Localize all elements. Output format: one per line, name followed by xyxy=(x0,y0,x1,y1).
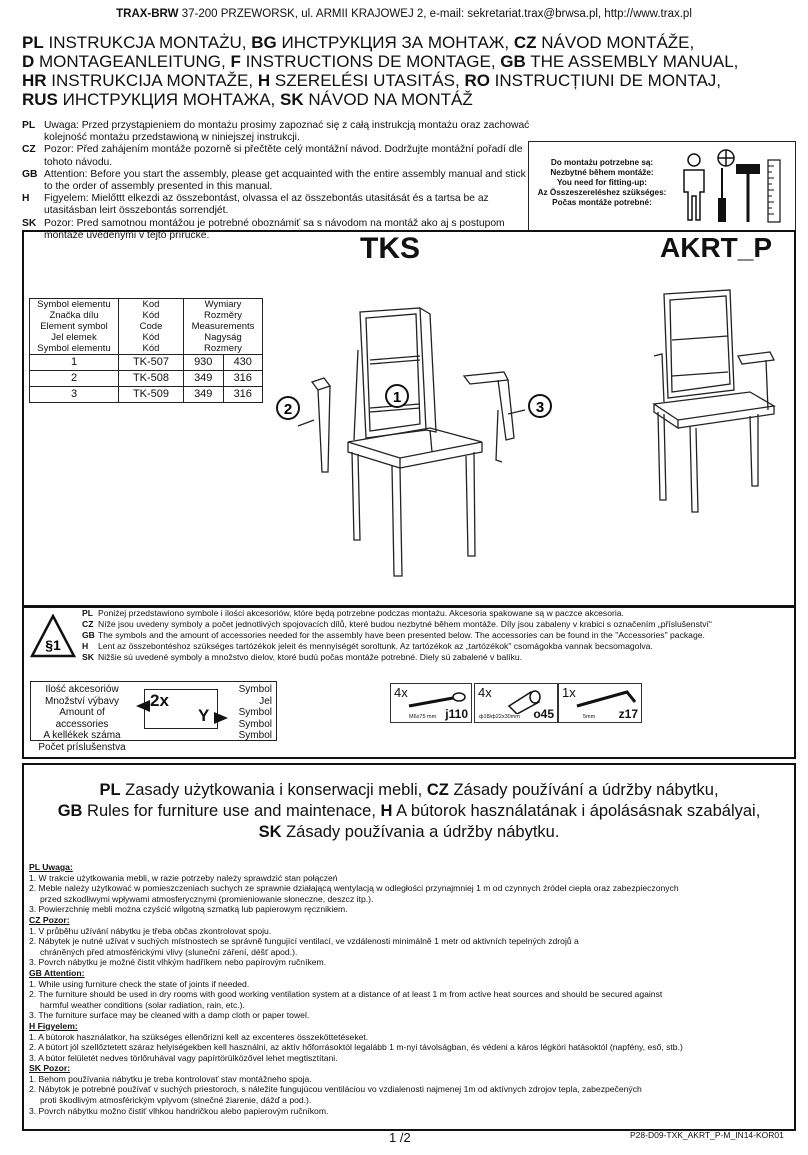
cell-b: 430 xyxy=(223,355,263,371)
title-text: NÁVOD NA MONTÁŽ xyxy=(308,90,473,109)
table-row xyxy=(30,371,263,387)
accessories-notice xyxy=(82,608,792,663)
rules-title xyxy=(22,780,796,843)
tools-icon xyxy=(680,146,792,228)
legend-left-line: Množství výbavy xyxy=(45,695,119,707)
lang-code: CZ xyxy=(513,33,537,52)
cell-code: TK-508 xyxy=(119,371,184,387)
header-line: Značka dílu xyxy=(49,310,99,321)
lang-code: D xyxy=(22,52,35,71)
lang-code: BG xyxy=(251,33,277,52)
header-line: Element symbol xyxy=(40,321,108,332)
cell-symbol: 3 xyxy=(30,387,119,403)
document-title xyxy=(22,33,792,109)
title-text: ИНСТРУКЦИЯ ЗА МОНТАЖ, xyxy=(281,33,510,52)
warning-text: Pozor: Pred samotnou montážou je potrebné oboznámiť sa s návodom na montáž ako aj s postupom montáže uvedenými v tejto príručke. xyxy=(44,217,505,241)
tools-line: Az Összeszereléshez szükséges: xyxy=(537,188,667,197)
company-header xyxy=(0,8,808,20)
warning-text: Uwaga: Przed przystąpieniem do montażu prosimy zapoznać się z całą instrukcją montażu oraz zachować kolejność montażu przedstawioną w niniejszej instrukcji. xyxy=(44,120,530,144)
callout-2: 2 xyxy=(283,401,293,418)
tools-line: Do montażu potrzebne są: xyxy=(550,158,654,167)
rules-item: 3. Povrch nábytku možno čistiť vlhkou handričkou alebo papierovým ručníkom. xyxy=(29,1105,329,1116)
rules-heading: H Figyelem: xyxy=(29,1020,78,1031)
rules-heading: PL Uwaga: xyxy=(29,862,73,872)
legend-sym: Y xyxy=(198,706,210,725)
title-line-2 xyxy=(22,71,792,90)
cell-symbol: 2 xyxy=(30,371,119,387)
lang-code: RO xyxy=(464,71,490,90)
notice-text: Níže jsou uvedeny symboly a počet jednotlivých spojovacích dílů, které budou nezbytné během montáže. Díly jsou zabaleny v krabici s označením „příslušenství“ xyxy=(98,619,712,629)
header-line: Kod xyxy=(142,299,160,310)
svg-text:§1: §1 xyxy=(45,637,61,653)
lang-code: CZ xyxy=(426,781,449,799)
header-line: Measurements xyxy=(191,321,255,332)
lang-code: GB xyxy=(500,52,526,71)
rules-item: 2. Meble należy użytkować w pomieszczeniach suchych ze sprawnie działającą wentylacją w odległości przynajmniej 1 m od czynnych źródeł ciepła oraz zabezpieczonych xyxy=(29,883,679,894)
tools-needed-text xyxy=(532,158,672,208)
cell-code: TK-507 xyxy=(119,355,184,371)
cell-a: 349 xyxy=(184,371,224,387)
title-text: MONTAGEANLEITUNG, xyxy=(39,52,226,71)
rules-item: 1. A bútorok használatkor, ha szükséges ellenőrizni kell az excenteres összeköttetéseket. xyxy=(29,1031,369,1042)
title-text: INSTRUKCIJA MONTAŽE, xyxy=(51,71,254,90)
legend-left-line: Počet príslušenstva xyxy=(38,741,126,753)
notice-pl xyxy=(82,608,792,619)
parts-table xyxy=(29,298,263,403)
warning-gb xyxy=(22,169,532,193)
legend-right-line: Symbol xyxy=(238,718,272,730)
product-name-akrt: AKRT_P xyxy=(660,232,773,263)
title-text: INSTRUCTIONS DE MONTAGE, xyxy=(245,52,496,71)
arrow-left-icon xyxy=(136,700,150,712)
title-text: NÁVOD MONTÁŽE, xyxy=(541,33,695,52)
table-row xyxy=(30,387,263,403)
header-line: Symbol elementu xyxy=(37,299,111,310)
notice-lang: CZ xyxy=(82,619,94,629)
rules-item: 1. V průběhu užívání nábytku je třeba občas zkontrolovat spoju. xyxy=(29,925,272,936)
notice-lang: PL xyxy=(82,608,93,618)
lang-code: H xyxy=(257,71,271,90)
notice-h xyxy=(82,641,792,652)
title-text: INSTRUKCJA MONTAŻU, xyxy=(48,33,247,52)
title-line-0 xyxy=(22,33,792,52)
legend-quantity-labels xyxy=(32,684,132,753)
warning-cz xyxy=(22,144,532,168)
lang-code: RUS xyxy=(22,90,58,109)
legend-right-line: Symbol xyxy=(238,707,272,718)
table-row xyxy=(30,355,263,371)
company-address: 37-200 PRZEWORSK, ul. ARMII KRAJOWEJ 2, e-mail: sekretariat.trax@brwsa.pl, http://www.trax.pl xyxy=(181,8,692,20)
lang-code: SK xyxy=(280,90,304,109)
rules-item: 1. While using furniture check the state of joints if needed. xyxy=(29,978,250,989)
header-line: Kód xyxy=(142,343,160,354)
header-line: Nagyság xyxy=(204,332,242,343)
rules-heading: CZ Pozor: xyxy=(29,914,70,925)
title-text: INSTRUCȚIUNI DE MONTAJ, xyxy=(494,71,722,90)
cell-code: TK-509 xyxy=(119,387,184,403)
notice-lang: GB xyxy=(82,630,95,640)
tools-line: Nezbytné během montáže: xyxy=(550,168,654,177)
rules-item: 3. Povrch nábytku je možné čistit vlhkým hadříkem nebo papírovým ručníkem. xyxy=(29,957,327,968)
rules-item: proti škodlivým atmosférickým vplyvom (slnečné žiarenie, dážď a pod.). xyxy=(40,1095,312,1106)
callout-3: 3 xyxy=(535,399,545,416)
lang-code: SK xyxy=(258,823,282,841)
header-line: Symbol elementu xyxy=(37,343,111,354)
notice-cz xyxy=(82,619,792,630)
legend-right-line: Jel xyxy=(259,695,272,707)
lang-code: H xyxy=(380,802,393,820)
title-line-3 xyxy=(22,90,792,109)
rules-item: 3. A bútor felületét nedves törlőruhával vagy papírtörülközővel lehet megtisztítani. xyxy=(29,1052,338,1063)
rules-heading: SK Pozor: xyxy=(29,1063,71,1074)
warning-lang: SK xyxy=(22,217,37,229)
header-line: Rozmery xyxy=(203,343,242,354)
header-line: Code xyxy=(139,321,163,332)
legend-right-line: Symbol xyxy=(238,684,272,695)
title-text: SZERELÉSI UTASITÁS, xyxy=(274,71,460,90)
title-text: Zásady používania a údržby nábytku. xyxy=(286,823,560,841)
notice-text: Lent az összebontéshoz szükséges tartózékok jeleit és mennyiségét soroltunk. Az tartózékok az „tartózékok" csomágokba vannak becsomagolva. xyxy=(98,641,653,651)
title-text: Zásady používání a údržby nábytku, xyxy=(453,781,719,799)
warning-lang: H xyxy=(22,193,30,205)
notice-sk xyxy=(82,652,792,663)
accessory-o45: 4x ф18/ф22x30mm o45 xyxy=(474,683,558,723)
rules-item: przed szkodliwymi wpływami atmosferycznymi (promieniowanie słoneczne, deszcz itp.). xyxy=(40,893,374,904)
rules-item: 2. Nábytok je potrebné používať v suchých priestoroch, s náležite fungujúcou ventiláciou vo vzdialenosti najmenej 1m od aktívnych zdrojov tepla, zabezpečených xyxy=(29,1084,642,1095)
cell-b: 316 xyxy=(223,371,263,387)
chair-akrt-drawing xyxy=(640,280,790,520)
title-text: ИНСТРУКЦИЯ МОНТАЖА, xyxy=(62,90,276,109)
title-text: Zasady użytkowania i konserwacji mebli, xyxy=(125,781,423,799)
tools-line: You need for fitting-up: xyxy=(557,178,647,187)
product-name-tks: TKS xyxy=(360,232,420,265)
warning-lang: CZ xyxy=(22,144,36,156)
legend-right-line: Symbol xyxy=(238,730,272,741)
header-line: Wymiary xyxy=(204,299,242,310)
page-number: 1 /2 xyxy=(389,1130,411,1145)
title-line-2 xyxy=(22,822,796,843)
rules-heading: GB Attention: xyxy=(29,967,85,978)
title-text: THE ASSEMBLY MANUAL, xyxy=(530,52,739,71)
header-line: Rozměry xyxy=(203,310,242,321)
cell-a: 930 xyxy=(184,355,224,371)
assembly-warnings xyxy=(22,120,532,242)
lang-code: F xyxy=(230,52,241,71)
legend-qty: 2x xyxy=(150,691,169,710)
warning-pl xyxy=(22,120,532,144)
warning-text: Attention: Before you start the assembly, please get acquainted with the entire assembly manual and stick to the order of assembly presented in this manual. xyxy=(44,168,526,193)
arrow-right-icon xyxy=(214,712,228,724)
title-line-1 xyxy=(22,801,796,822)
header-code xyxy=(119,299,184,355)
notice-lang: SK xyxy=(82,652,94,662)
title-text: A bútorok használatának i ápolásásnak szabályai, xyxy=(396,802,761,820)
lang-code: GB xyxy=(57,802,83,820)
rules-item: 2. A bútort jól szellőztetett száraz helyiségekben kell használni, az aktív hőforrásoktól legalább 1 m-nyi távolságban, és védeni a káros légköri hatásoktól (napfény, eső, stb.) xyxy=(29,1042,683,1053)
rules-item: 2. Nábytek je nutné užívat v suchých místnostech se správně fungující ventilací, ve vzdálenosti minimálně 1 metr od aktivních tepelných zdrojů a xyxy=(29,936,579,947)
rules-item: 1. Behom používania nábytku je treba kontrolovať stav montážneho spoja. xyxy=(29,1073,312,1084)
notice-gb xyxy=(82,630,792,641)
cell-a: 349 xyxy=(184,387,224,403)
notice-text: Poniżej przedstawiono symbole i ilości akcesoriów, które będą potrzebne podczas montażu. Akcesoria spakowane są w paczce akcesoria. xyxy=(98,608,624,618)
rules-item: chráněných před atmosférickými vlivy (sluneční záření, déšť apod.). xyxy=(40,946,298,957)
warning-h xyxy=(22,193,532,217)
title-line-0 xyxy=(22,780,796,801)
header-line: Kód xyxy=(142,332,160,343)
warning-lang: GB xyxy=(22,168,38,180)
notice-text: Nižšie sú uvedené symboly a množstvo dielov, ktoré budú počas montáže potrebné. Diely sú zabalené v balíku. xyxy=(98,652,523,662)
notice-text: The symbols and the amount of accessories needed for the assembly have been presented below. The accessories can be found in the "Accessories" package. xyxy=(98,630,705,640)
legend-left-line: Amount of accessories xyxy=(55,707,109,730)
cell-symbol: 1 xyxy=(30,355,119,371)
rules-item: 3. The furniture surface may be cleaned with a damp cloth or paper towel. xyxy=(29,1010,310,1021)
rules-item: 3. Powierzchnię mebli można czyścić wilgotną szmatką lub papierowym ręcznikiem. xyxy=(29,904,348,915)
title-text: Rules for furniture use and maintenace, xyxy=(87,802,376,820)
header-line: Kód xyxy=(142,310,160,321)
rules-item: harmful weather conditions (solar radiation, rain, etc.). xyxy=(40,999,245,1010)
lang-code: PL xyxy=(99,781,121,799)
header-measurements xyxy=(184,299,263,355)
callout-1: 1 xyxy=(392,389,402,406)
lang-code: PL xyxy=(22,33,44,52)
legend-left-line: Ilość akcesoriów xyxy=(45,684,119,695)
cell-b: 316 xyxy=(223,387,263,403)
company-brand: TRAX-BRW xyxy=(116,8,179,20)
rules-item: 2. The furniture should be used in dry rooms with good working ventilation system at a distance of at least 1 m from active heat sources and should be secured against xyxy=(29,989,663,1000)
title-line-1 xyxy=(22,52,792,71)
tools-line: Počas montáže potrebné: xyxy=(552,198,652,207)
document-code: P28-D09-TXK_AKRT_P-M_IN14-KOR01 xyxy=(630,1130,784,1140)
notice-lang: H xyxy=(82,641,89,651)
warning-text: Pozor: Před zahájením montáže pozorně si přečtěte celý montážní návod. Dodržujte montážní pořadí dle tohoto návodu. xyxy=(44,144,523,168)
warning-text: Figyelem: Mielőttt elkezdi az összebontást, olvassa el az összebontás utasitását és a tartsa be az utasitásban leirt összebontás sorrendjét. xyxy=(44,193,489,217)
lang-code: HR xyxy=(22,71,47,90)
header-line: Jel elemek xyxy=(51,332,97,343)
accessory-j110: 4x M6x75 mm j110 xyxy=(390,683,472,723)
chair-tks-drawing xyxy=(270,300,570,580)
warning-lang: PL xyxy=(22,120,36,131)
warning-triangle-icon xyxy=(30,614,76,658)
accessory-z17: 1x 5mm z17 xyxy=(558,683,642,723)
legend-symbol-labels xyxy=(222,684,272,742)
rules-text xyxy=(29,862,789,1116)
header-symbol xyxy=(30,299,119,355)
legend-left-line: A kellékek száma xyxy=(43,730,121,741)
rules-item: 1. W trakcie użytkowania mebli, w razie potrzeby należy sprawdzić stan połączeń xyxy=(29,872,338,883)
